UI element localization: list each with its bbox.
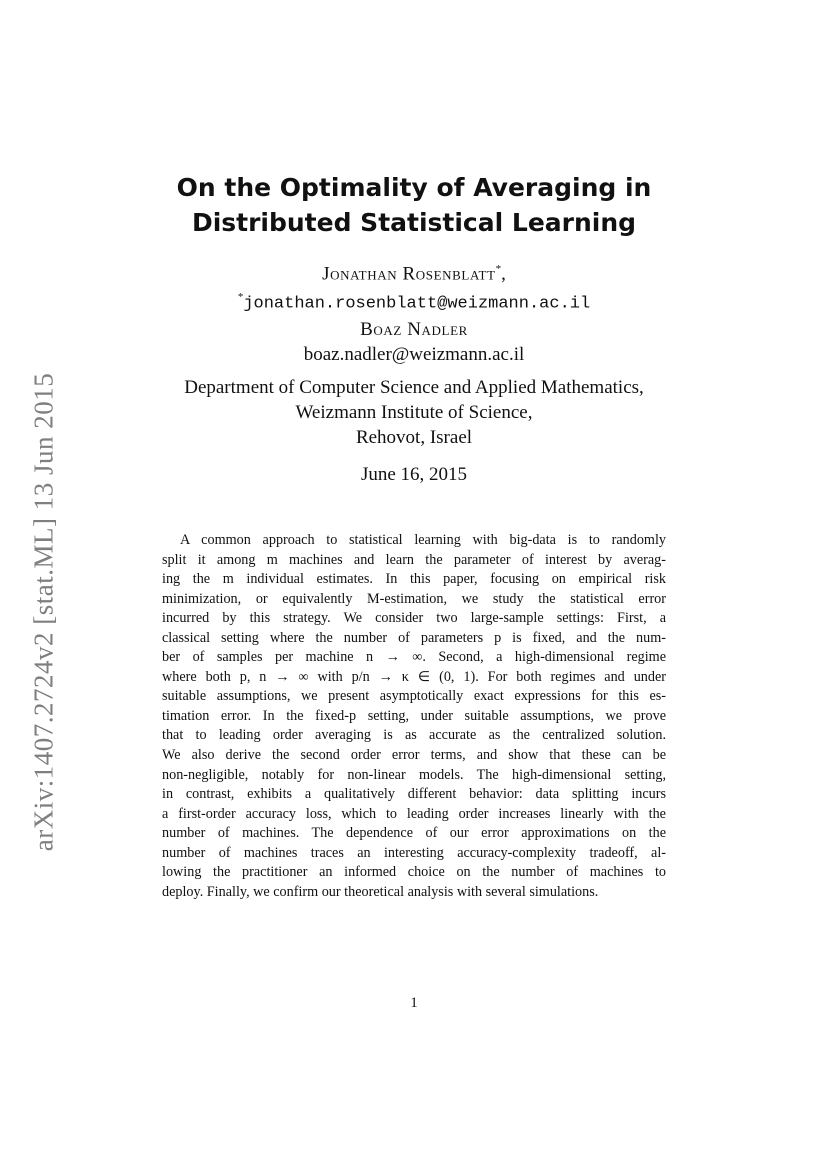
affiliation-line: Weizmann Institute of Science, [295, 402, 533, 423]
author-name: Jonathan Rosenblatt [322, 263, 496, 285]
abstract-line: deploy. Finally, we confirm our theoretical analysis with several simulations. [162, 883, 599, 900]
abstract-line: A common approach to statistical learning with big-data is to randomly [180, 532, 666, 548]
abstract-line: We also derive the second order error terms, and show that these can be [162, 747, 666, 764]
affiliation-line: Rehovot, Israel [355, 427, 473, 448]
email-mark: * [237, 291, 244, 303]
abstract-line: non-negligible, notably for non-linear models. The high-dimensional setting, [162, 766, 666, 783]
abstract-line: number of machines traces an interesting accuracy-complexity tradeoff, al- [162, 844, 666, 861]
author-1-email [0, 291, 828, 313]
author-mark: * [495, 263, 502, 275]
paper-title [0, 170, 828, 240]
abstract-line: split it among m machines and learn the parameter of interest by averag- [162, 551, 666, 568]
date: June 16, 2015 [360, 464, 468, 485]
abstract-line: timation error. In the fixed-p setting, under suitable assumptions, we prove [162, 707, 666, 724]
abstract-line: where both p, n → ∞ with p/n → κ ∈ (0, 1). For both regimes and under [162, 668, 666, 685]
abstract-line: suitable assumptions, we present asymptotically exact expressions for this es- [162, 688, 666, 705]
abstract-line: in contrast, exhibits a qualitatively different behavior: data splitting incurs [162, 786, 666, 803]
abstract-line: a first-order accuracy loss, which to leading order increases linearly with the [162, 805, 666, 822]
affiliation-line: Department of Computer Science and Applied Mathematics, [184, 377, 644, 398]
abstract-line: incurred by this strategy. We consider two large-sample settings: First, a [162, 610, 666, 627]
author-2-email: boaz.nadler@weizmann.ac.il [303, 344, 525, 365]
abstract-line: lowing the practitioner an informed choice on the number of machines to [162, 864, 666, 881]
arxiv-identifier: arXiv:1407.2724v2 [stat.ML] 13 Jun 2015 [28, 372, 59, 852]
author-2 [0, 319, 828, 341]
abstract-line: minimization, or equivalently M-estimation, we study the statistical error [162, 590, 666, 607]
title-line: Distributed Statistical Learning [191, 208, 637, 237]
author-1 [0, 263, 828, 285]
email-address: jonathan.rosenblatt@weizmann.ac.il [243, 294, 591, 314]
author-separator: , [501, 263, 506, 285]
abstract-line: that to leading order averaging is as accurate as the centralized solution. [162, 727, 666, 744]
abstract-line: ber of samples per machine n → ∞. Second, a high-dimensional regime [162, 649, 666, 666]
page-number: 1 [410, 995, 418, 1011]
title-line: On the Optimality of Averaging in [176, 173, 652, 202]
abstract-line: classical setting where the number of parameters p is fixed, and the num- [162, 629, 666, 646]
abstract-line: number of machines. The dependence of our error approximations on the [162, 825, 666, 842]
abstract-line: ing the m individual estimates. In this paper, focusing on empirical risk [162, 571, 666, 588]
author-name: Boaz Nadler [360, 319, 468, 340]
abstract [162, 531, 666, 902]
